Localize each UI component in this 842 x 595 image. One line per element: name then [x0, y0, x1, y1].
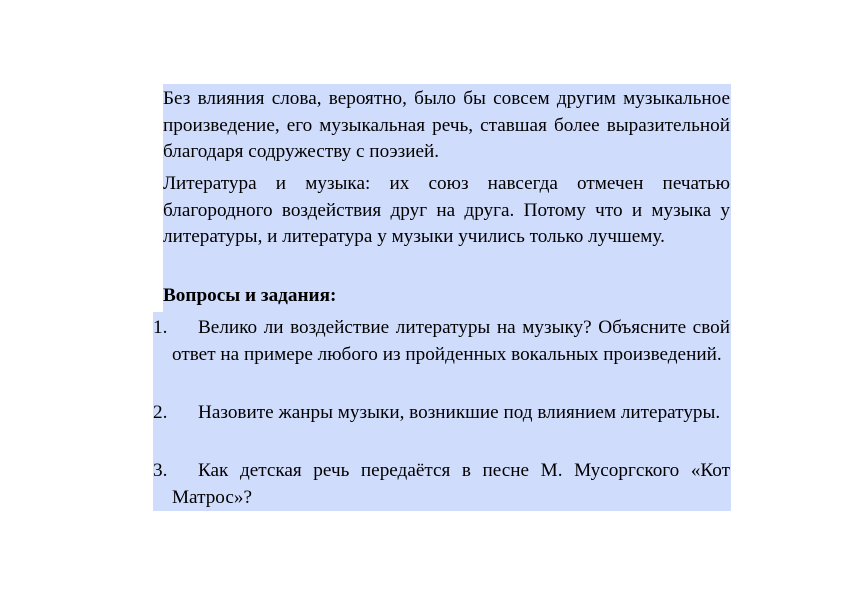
- paragraph-influence: Без влияния слова, вероятно, было бы совсем другим музыкальное произведение, его музыкальная речь, ставшая более выразительной благодаря содружеству с поэзией.: [163, 88, 730, 162]
- question-number: 3.: [153, 460, 168, 481]
- question-text: Назовите жанры музыки, возникшие под влиянием литературы.: [198, 402, 721, 423]
- question-item-3: [153, 458, 730, 511]
- question-number: 2.: [153, 402, 168, 423]
- question-text: Велико ли воздействие литературы на музыку? Объясните свой ответ на примере любого из пройденных вокальных произведений.: [172, 317, 730, 365]
- questions-heading: Вопросы и задания:: [163, 285, 337, 306]
- question-text: Как детская речь передаётся в песне М. Мусоргского «Кот Матрос»?: [172, 460, 730, 508]
- question-item-2: [153, 400, 730, 427]
- question-item-1: [153, 315, 730, 368]
- question-number: 1.: [153, 317, 168, 338]
- paragraph-literature-music: Литература и музыка: их союз навсегда отмечен печатью благородного воздействия друг на друга. Потому что и музыка у литературы, и литература у музыки учились только лучшему.: [163, 173, 730, 247]
